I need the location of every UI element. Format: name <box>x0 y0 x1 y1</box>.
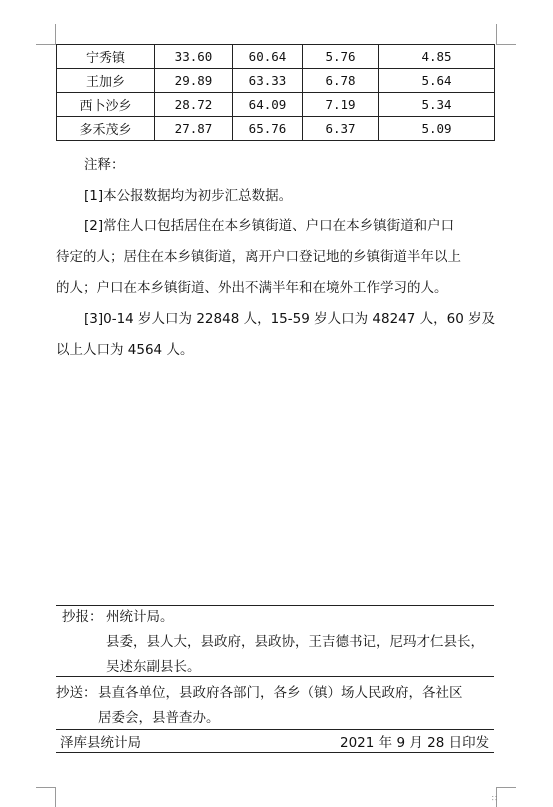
note-1: [1]本公报数据均为初步汇总数据。 <box>84 188 293 204</box>
table-cell: 5.64 <box>379 69 495 93</box>
table-cell: 28.72 <box>155 93 233 117</box>
table-cell: 29.89 <box>155 69 233 93</box>
page-corner-mark: ∷ <box>491 794 497 803</box>
note-2-line-2: 待定的人；居住在本乡镇街道，离开户口登记地的乡镇街道半年以上 <box>56 249 461 265</box>
table-cell: 4.85 <box>379 45 495 69</box>
table-cell: 6.37 <box>303 117 379 141</box>
report-to-line-3: 吴述东副县长。 <box>106 659 201 675</box>
note-3-line-2: 以上人口为 4564 人。 <box>56 342 194 358</box>
send-to-label: 抄送： <box>56 685 97 701</box>
notes-heading: 注释： <box>84 157 125 173</box>
note-3-line-1: [3]0-14 岁人口为 22848 人，15-59 岁人口为 48247 人，60 岁及 <box>84 311 496 327</box>
table-row <box>57 45 495 69</box>
crop-mark-top-right-h <box>496 44 516 45</box>
table-cell: 64.09 <box>233 93 303 117</box>
report-to-label: 抄报： <box>62 609 103 625</box>
send-to-line-1: 县直各单位，县政府各部门，各乡（镇）场人民政府，各社区 <box>98 685 463 701</box>
table-cell-township: 多禾茂乡 <box>57 117 155 141</box>
report-to-line-2: 县委，县人大，县政府，县政协，王吉德书记，尼玛才仁县长， <box>106 634 484 650</box>
report-to-line-1: 州统计局。 <box>106 609 174 625</box>
table-cell: 63.33 <box>233 69 303 93</box>
crop-mark-bottom-left-h <box>36 787 56 788</box>
table-cell: 27.87 <box>155 117 233 141</box>
crop-mark-top-left-h <box>36 44 56 45</box>
table-cell: 60.64 <box>233 45 303 69</box>
table-cell: 5.09 <box>379 117 495 141</box>
table-row <box>57 93 495 117</box>
crop-mark-top-right-v <box>496 24 497 44</box>
crop-mark-top-left-v <box>55 24 56 44</box>
issuer: 泽库县统计局 <box>60 735 141 751</box>
table-cell-township: 西卜沙乡 <box>57 93 155 117</box>
population-table <box>56 44 495 141</box>
issue-date: 2021 年 9 月 28 日印发 <box>340 735 490 751</box>
table-cell: 5.34 <box>379 93 495 117</box>
table-cell-township: 王加乡 <box>57 69 155 93</box>
table-row <box>57 117 495 141</box>
note-2-line-1: [2]常住人口包括居住在本乡镇街道、户口在本乡镇街道和户口 <box>84 218 455 234</box>
table-cell: 65.76 <box>233 117 303 141</box>
footer-bottom-rule <box>56 752 494 753</box>
table-cell: 33.60 <box>155 45 233 69</box>
distribution-mid-rule <box>56 676 494 677</box>
crop-mark-bottom-right-h <box>496 787 516 788</box>
table-cell: 7.19 <box>303 93 379 117</box>
table-cell: 5.76 <box>303 45 379 69</box>
crop-mark-bottom-left-v <box>55 787 56 807</box>
note-2-line-3: 的人；户口在本乡镇街道、外出不满半年和在境外工作学习的人。 <box>56 280 448 296</box>
send-to-line-2: 居委会，县普查办。 <box>98 710 220 726</box>
table-cell-township: 宁秀镇 <box>57 45 155 69</box>
footer-top-rule <box>56 729 494 730</box>
table-cell: 6.78 <box>303 69 379 93</box>
table-row <box>57 69 495 93</box>
